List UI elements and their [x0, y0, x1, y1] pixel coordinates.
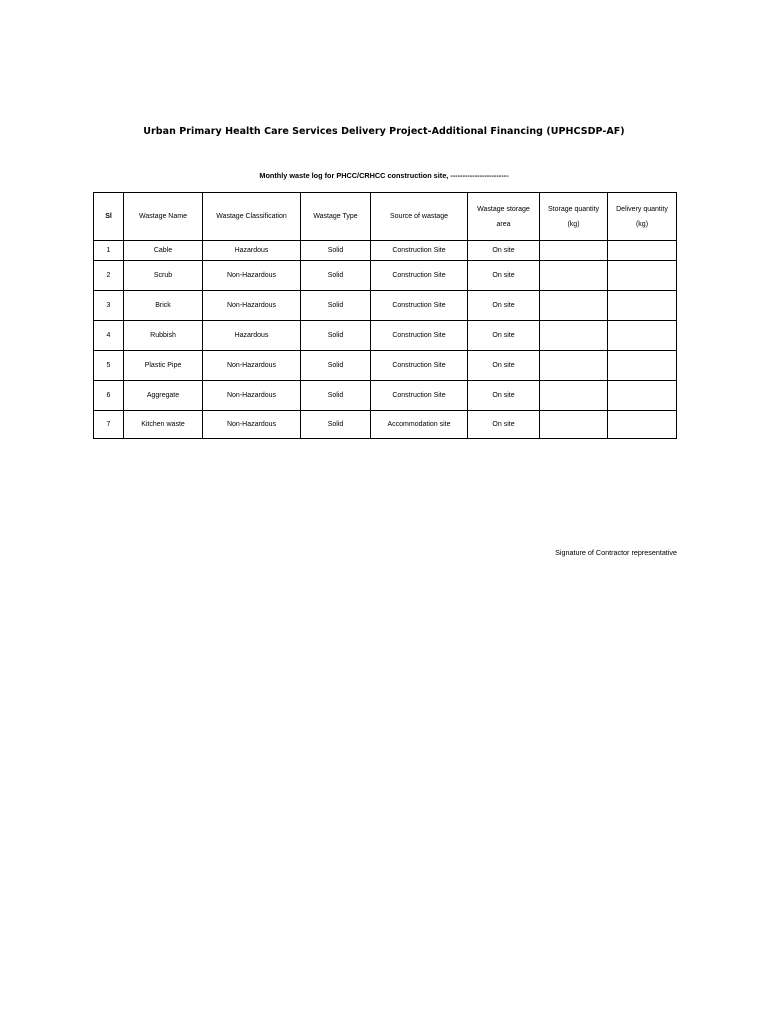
cell-type: Solid — [301, 351, 371, 381]
cell-delivery-quantity — [608, 381, 677, 411]
cell-type: Solid — [301, 411, 371, 439]
cell-delivery-quantity — [608, 261, 677, 291]
cell-wastage-name: Kitchen waste — [124, 411, 203, 439]
cell-type: Solid — [301, 321, 371, 351]
cell-storage-area: On site — [468, 291, 540, 321]
column-header-storage-quantity: Storage quantity (kg) — [540, 193, 608, 241]
column-header-storage-area: Wastage storage area — [468, 193, 540, 241]
column-header-source-of-wastage: Source of wastage — [371, 193, 468, 241]
cell-wastage-name: Rubbish — [124, 321, 203, 351]
column-header-wastage-name: Wastage Name — [124, 193, 203, 241]
cell-source: Construction Site — [371, 261, 468, 291]
cell-wastage-name: Plastic Pipe — [124, 351, 203, 381]
cell-classification: Non-Hazardous — [203, 261, 301, 291]
cell-source: Construction Site — [371, 351, 468, 381]
cell-delivery-quantity — [608, 241, 677, 261]
cell-type: Solid — [301, 291, 371, 321]
cell-wastage-name: Scrub — [124, 261, 203, 291]
cell-classification: Non-Hazardous — [203, 381, 301, 411]
cell-storage-quantity — [540, 381, 608, 411]
cell-type: Solid — [301, 381, 371, 411]
table-row — [94, 321, 677, 351]
cell-delivery-quantity — [608, 291, 677, 321]
column-header-sl: Sl — [94, 193, 124, 241]
cell-delivery-quantity — [608, 321, 677, 351]
cell-storage-area: On site — [468, 261, 540, 291]
cell-storage-area: On site — [468, 351, 540, 381]
column-header-wastage-classification: Wastage Classification — [203, 193, 301, 241]
cell-classification: Non-Hazardous — [203, 411, 301, 439]
cell-sl: 1 — [94, 241, 124, 261]
cell-source: Construction Site — [371, 321, 468, 351]
document-title: Urban Primary Health Care Services Delivery Project-Additional Financing (UPHCSDP-AF) — [143, 126, 625, 137]
cell-source: Construction Site — [371, 291, 468, 321]
column-header-wastage-type: Wastage Type — [301, 193, 371, 241]
cell-wastage-name: Aggregate — [124, 381, 203, 411]
table-row — [94, 411, 677, 439]
table-row — [94, 381, 677, 411]
cell-wastage-name: Brick — [124, 291, 203, 321]
cell-type: Solid — [301, 261, 371, 291]
cell-sl: 4 — [94, 321, 124, 351]
table-row — [94, 241, 677, 261]
cell-storage-quantity — [540, 291, 608, 321]
cell-sl: 7 — [94, 411, 124, 439]
cell-delivery-quantity — [608, 351, 677, 381]
cell-storage-quantity — [540, 261, 608, 291]
cell-type: Solid — [301, 241, 371, 261]
cell-delivery-quantity — [608, 411, 677, 439]
cell-classification: Hazardous — [203, 241, 301, 261]
cell-wastage-name: Cable — [124, 241, 203, 261]
cell-storage-area: On site — [468, 411, 540, 439]
cell-storage-area: On site — [468, 321, 540, 351]
table-row — [94, 261, 677, 291]
cell-sl: 3 — [94, 291, 124, 321]
table-header-row — [94, 193, 677, 241]
cell-sl: 6 — [94, 381, 124, 411]
cell-storage-area: On site — [468, 241, 540, 261]
table-row — [94, 351, 677, 381]
cell-storage-quantity — [540, 321, 608, 351]
signature-label: Signature of Contractor representative — [555, 548, 677, 557]
cell-source: Construction Site — [371, 241, 468, 261]
column-header-delivery-quantity: Delivery quantity (kg) — [608, 193, 677, 241]
cell-classification: Non-Hazardous — [203, 291, 301, 321]
cell-storage-quantity — [540, 241, 608, 261]
cell-sl: 2 — [94, 261, 124, 291]
cell-source: Accommodation site — [371, 411, 468, 439]
cell-sl: 5 — [94, 351, 124, 381]
cell-classification: Non-Hazardous — [203, 351, 301, 381]
document-subtitle: Monthly waste log for PHCC/CRHCC construction site, ------------------------ — [259, 171, 509, 180]
cell-storage-area: On site — [468, 381, 540, 411]
cell-storage-quantity — [540, 351, 608, 381]
cell-source: Construction Site — [371, 381, 468, 411]
waste-log-table — [93, 192, 677, 439]
table-row — [94, 291, 677, 321]
cell-storage-quantity — [540, 411, 608, 439]
cell-classification: Hazardous — [203, 321, 301, 351]
